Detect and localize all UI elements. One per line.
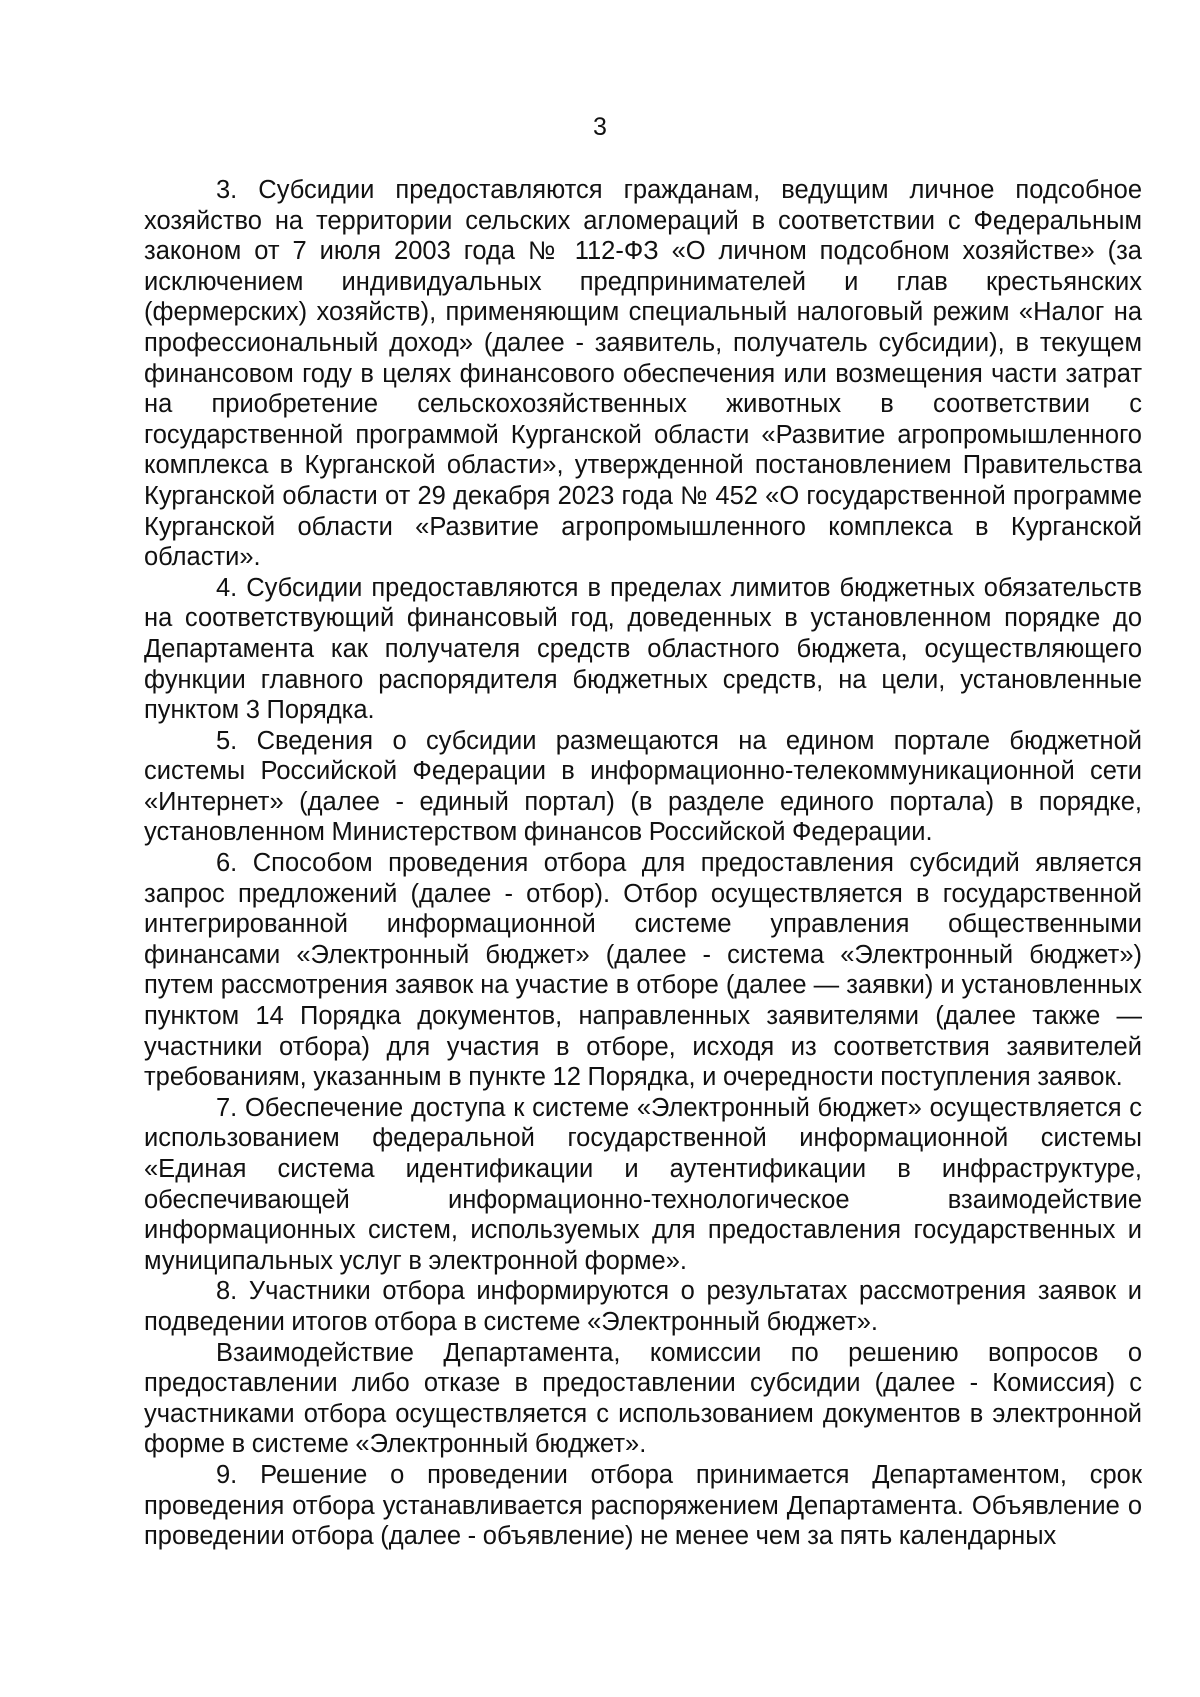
- paragraph-9: 9. Решение о проведении отбора принимается Департаментом, срок проведения отбора устанавливается распоряжением Департамента. Объявление о проведении отбора (далее - объявление) не менее чем за пять календарных: [144, 1460, 1142, 1551]
- paragraph-8: 8. Участники отбора информируются о результатах рассмотрения заявок и подведении итогов отбора в системе «Электронный бюджет».: [144, 1277, 1142, 1336]
- document-body: [144, 175, 1142, 1552]
- paragraph-8-continuation: Взаимодействие Департамента, комиссии по решению вопросов о предоставлении либо отказе в предоставлении субсидии (далее - Комиссия) с участниками отбора осуществляется с использованием документов в электронной форме в системе «Электронный бюджет».: [144, 1338, 1142, 1459]
- paragraph-5: 5. Сведения о субсидии размещаются на едином портале бюджетной системы Российской Федерации в информационно-телекоммуникационной сети «Интернет» (далее - единый портал) (в разделе единого портала) в порядке, установленном Министерством финансов Российской Федерации.: [144, 726, 1142, 847]
- paragraph-4: 4. Субсидии предоставляются в пределах лимитов бюджетных обязательств на соответствующий финансовый год, доведенных в установленном порядке до Департамента как получателя средств областного бюджета, осуществляющего функции главного распорядителя бюджетных средств, на цели, установленные пунктом 3 Порядка.: [144, 573, 1142, 725]
- page-number: 3: [593, 113, 607, 141]
- paragraph-6: 6. Способом проведения отбора для предоставления субсидий является запрос предложений (далее - отбор). Отбор осуществляется в государственной интегрированной информационной системе управления общественными финансами «Электронный бюджет» (далее - система «Электронный бюджет») путем рассмотрения заявок на участие в отборе (далее — заявки) и установленных пунктом 14 Порядка документов, направленных заявителями (далее также — участники отбора) для участия в отборе, исходя из соответствия заявителей требованиям, указанным в пункте 12 Порядка, и очередности поступления заявок.: [144, 849, 1142, 1092]
- paragraph-7: 7. Обеспечение доступа к системе «Электронный бюджет» осуществляется с использованием федеральной государственной информационной системы «Единая система идентификации и аутентификации в инфраструктуре, обеспечивающей информационно-технологическое взаимодействие информационных систем, используемых для предоставления государственных и муниципальных услуг в электронной форме».: [144, 1093, 1142, 1275]
- paragraph-3: 3. Субсидии предоставляются гражданам, ведущим личное подсобное хозяйство на территории сельских агломераций в соответствии с Федеральным законом от 7 июля 2003 года № 112-ФЗ «О личном подсобном хозяйстве» (за исключением индивидуальных предпринимателей и глав крестьянских (фермерских) хозяйств), применяющим специальный налоговый режим «Налог на профессиональный доход» (далее - заявитель, получатель субсидии), в текущем финансовом году в целях финансового обеспечения или возмещения части затрат на приобретение сельскохозяйственных животных в соответствии с государственной программой Курганской области «Развитие агропромышленного комплекса в Курганской области», утвержденной постановлением Правительства Курганской области от 29 декабря 2023 года № 452 «О государственной программе Курганской области «Развитие агропромышленного комплекса в Курганской области».: [144, 176, 1142, 572]
